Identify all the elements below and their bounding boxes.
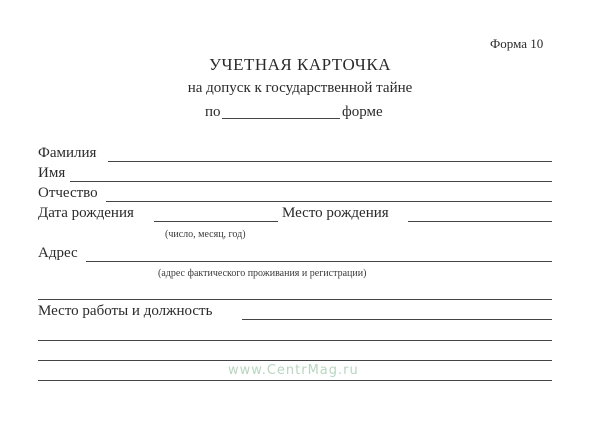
form-subtitle: на допуск к государственной тайне — [187, 80, 413, 96]
address-hint: (адрес фактического проживания и регистрации) — [158, 268, 367, 279]
work-line[interactable] — [242, 319, 552, 320]
surname-label: Фамилия — [38, 145, 97, 161]
birth-place-line[interactable] — [408, 221, 552, 222]
work-line-4[interactable] — [38, 380, 552, 381]
patronymic-label: Отчество — [38, 185, 98, 201]
name-label: Имя — [38, 165, 66, 181]
form-type-prefix: по — [205, 104, 221, 120]
work-label: Место работы и должность — [38, 303, 213, 319]
birth-date-line[interactable] — [154, 221, 278, 222]
patronymic-line[interactable] — [106, 201, 552, 202]
form-type-blank[interactable] — [222, 118, 340, 119]
birth-date-hint: (число, месяц, год) — [165, 229, 246, 240]
form-title: УЧЕТНАЯ КАРТОЧКА — [209, 55, 391, 74]
surname-line[interactable] — [108, 161, 552, 162]
birth-place-label: Место рождения — [282, 205, 389, 221]
address-label: Адрес — [38, 245, 78, 261]
watermark: www.CentrMag.ru — [228, 363, 359, 378]
address-line[interactable] — [86, 261, 552, 262]
work-line-3[interactable] — [38, 360, 552, 361]
work-line-2[interactable] — [38, 340, 552, 341]
birth-date-label: Дата рождения — [38, 205, 134, 221]
address-line-2[interactable] — [38, 299, 552, 300]
form-type-suffix: форме — [342, 104, 383, 120]
form-number: Форма 10 — [490, 36, 544, 51]
name-line[interactable] — [70, 181, 552, 182]
